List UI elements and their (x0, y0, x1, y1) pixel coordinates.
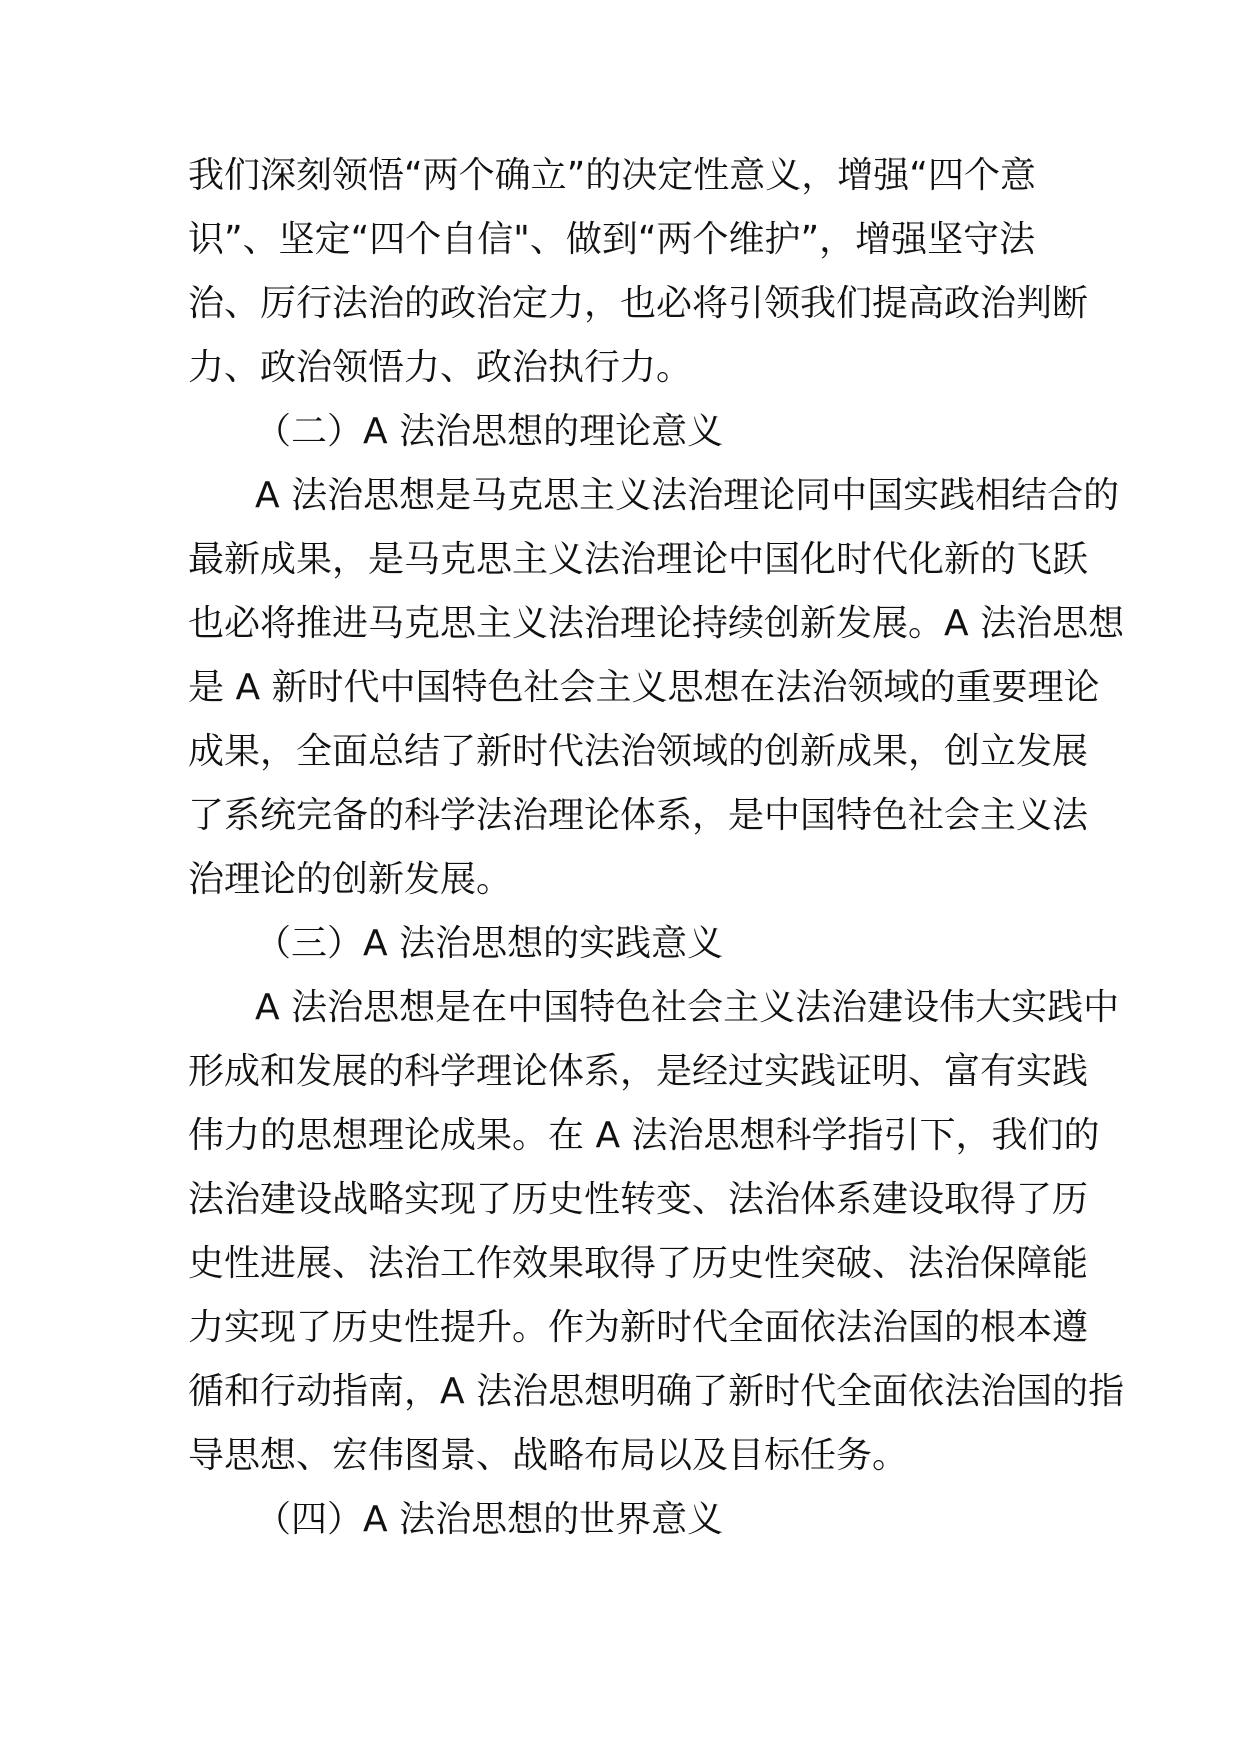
paragraph-line: 识”、坚定“四个自信"、做到“两个维护”，增强坚守法 (188, 219, 1036, 260)
paragraph-line: 我们深刻领悟“两个确立”的决定性意义，增强“四个意 (188, 155, 1036, 196)
paragraph-line: A 法治思想是马克思主义法治理论同中国实践相结合的 (255, 475, 1120, 516)
paragraph-line: A 法治思想是在中国特色社会主义法治建设伟大实践中 (255, 987, 1120, 1028)
paragraph-line: 也必将推进马克思主义法治理论持续创新发展。A 法治思想 (188, 603, 1125, 644)
paragraph-line: 史性进展、法治工作效果取得了历史性突破、法治保障能 (188, 1243, 1089, 1284)
paragraph-line: 法治建设战略实现了历史性转变、法治体系建设取得了历 (188, 1179, 1089, 1220)
paragraph-line: 是 A 新时代中国特色社会主义思想在法治领域的重要理论 (188, 667, 1100, 708)
paragraph-line: 伟力的思想理论成果。在 A 法治思想科学指引下，我们的 (188, 1115, 1100, 1156)
paragraph-line: 治、厉行法治的政治定力，也必将引领我们提高政治判断 (188, 283, 1089, 324)
paragraph-line: 成果，全面总结了新时代法治领域的创新成果，创立发展 (188, 731, 1089, 772)
paragraph-line: 形成和发展的科学理论体系，是经过实践证明、富有实践 (188, 1051, 1089, 1092)
section-heading-practice: （三）A 法治思想的实践意义 (255, 923, 724, 964)
paragraph-line: 力实现了历史性提升。作为新时代全面依法治国的根本遵 (188, 1307, 1089, 1348)
section-heading-theory: （二）A 法治思想的理论意义 (255, 411, 724, 452)
paragraph-line: 循和行动指南，A 法治思想明确了新时代全面依法治国的指 (188, 1371, 1125, 1412)
paragraph-line: 了系统完备的科学法治理论体系，是中国特色社会主义法 (188, 795, 1089, 836)
paragraph-line: 力、政治领悟力、政治执行力。 (188, 347, 693, 388)
paragraph-line: 导思想、宏伟图景、战略布局以及目标任务。 (188, 1435, 909, 1476)
section-heading-world: （四）A 法治思想的世界意义 (255, 1499, 724, 1540)
paragraph-line: 最新成果，是马克思主义法治理论中国化时代化新的飞跃 (188, 539, 1089, 580)
paragraph-line: 治理论的创新发展。 (188, 859, 513, 900)
